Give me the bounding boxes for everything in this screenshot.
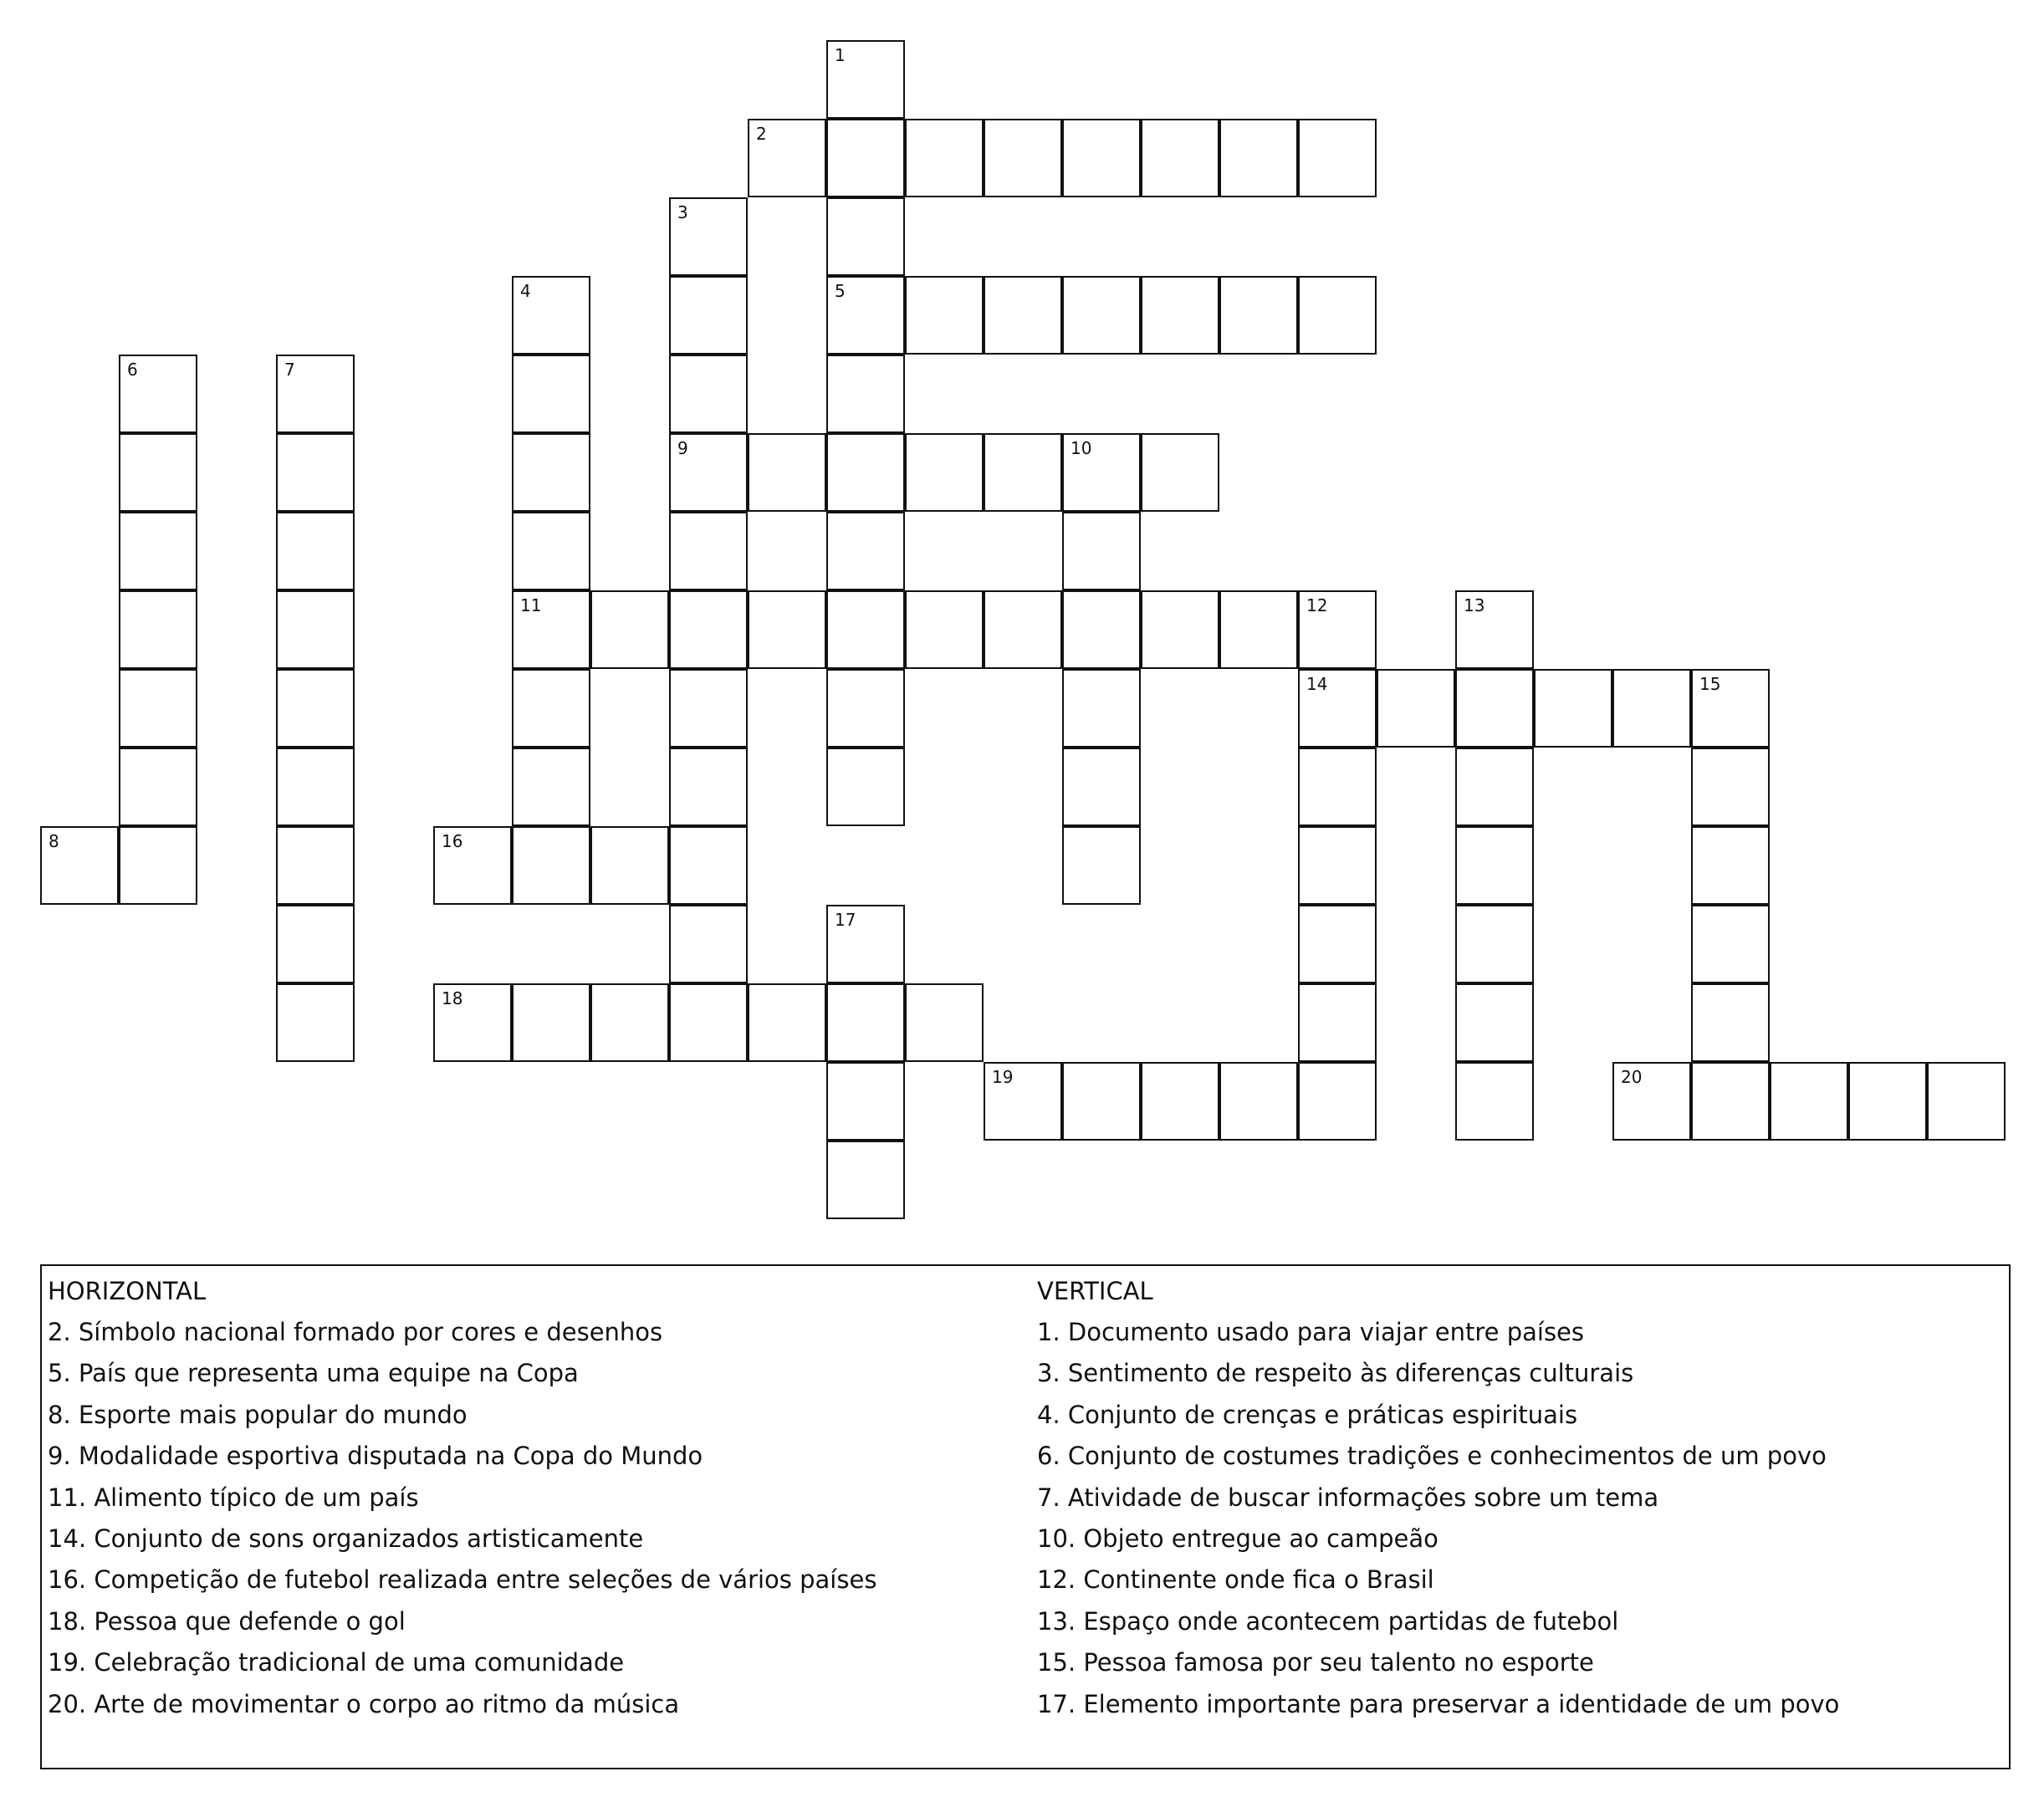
clue-number: 16 xyxy=(442,831,463,851)
crossword-cell[interactable] xyxy=(1062,512,1141,590)
clue-h: 11. Alimento típico de um país xyxy=(48,1483,419,1512)
crossword-cell[interactable] xyxy=(669,512,748,590)
crossword-cell[interactable] xyxy=(826,748,905,826)
crossword-cell[interactable] xyxy=(1141,119,1219,197)
crossword-cell[interactable] xyxy=(1455,905,1534,983)
crossword-cell[interactable] xyxy=(1848,1062,1927,1141)
crossword-cell[interactable] xyxy=(1062,826,1141,905)
crossword-cell[interactable] xyxy=(512,669,590,748)
clue-v: 1. Documento usado para viajar entre países xyxy=(1037,1318,1585,1346)
crossword-cell[interactable] xyxy=(826,40,905,119)
crossword-cell[interactable] xyxy=(1455,748,1534,826)
clue-v: 4. Conjunto de crenças e práticas espirituais xyxy=(1037,1400,1578,1429)
crossword-cell[interactable] xyxy=(512,590,590,669)
crossword-cell[interactable] xyxy=(669,276,748,355)
crossword-cell[interactable] xyxy=(905,276,984,355)
clue-number: 17 xyxy=(835,910,856,930)
clue-number: 20 xyxy=(1621,1067,1643,1087)
crossword-cell[interactable] xyxy=(1455,826,1534,905)
crossword-cell[interactable] xyxy=(984,590,1062,669)
vertical-clues xyxy=(1037,1278,1839,1732)
crossword-cell[interactable] xyxy=(1298,590,1377,669)
crossword-cell[interactable] xyxy=(826,276,905,355)
horizontal-title: HORIZONTAL xyxy=(48,1277,207,1305)
crossword-cell[interactable] xyxy=(1691,1062,1770,1141)
crossword-cell[interactable] xyxy=(276,433,355,512)
crossword-cell[interactable] xyxy=(119,590,197,669)
clue-v: 15. Pessoa famosa por seu talento no esporte xyxy=(1037,1648,1594,1677)
crossword-cell[interactable] xyxy=(826,433,905,512)
crossword-cell[interactable] xyxy=(669,748,748,826)
crossword-cell[interactable] xyxy=(590,590,669,669)
crossword-cell[interactable] xyxy=(590,983,669,1062)
crossword-cell[interactable] xyxy=(1534,669,1612,748)
crossword-cell[interactable] xyxy=(1691,748,1770,826)
crossword-cell[interactable] xyxy=(1612,1062,1691,1141)
crossword-cell[interactable] xyxy=(1141,276,1219,355)
clue-h: 20. Arte de movimentar o corpo ao ritmo da música xyxy=(48,1689,680,1718)
crossword-cell[interactable] xyxy=(1298,905,1377,983)
clue-v: 13. Espaço onde acontecem partidas de futebol xyxy=(1037,1606,1619,1636)
crossword-cell[interactable] xyxy=(826,590,905,669)
crossword-cell[interactable] xyxy=(1298,669,1377,748)
crossword-cell[interactable] xyxy=(1298,748,1377,826)
crossword-cell[interactable] xyxy=(276,905,355,983)
horizontal-clues xyxy=(48,1278,876,1732)
crossword-cell[interactable] xyxy=(512,355,590,433)
clue-v: 6. Conjunto de costumes tradições e conhecimentos de um povo xyxy=(1037,1442,1827,1471)
crossword-cell[interactable] xyxy=(905,590,984,669)
crossword-cell[interactable] xyxy=(512,826,590,905)
clue-h: 14. Conjunto de sons organizados artisticamente xyxy=(48,1524,644,1553)
crossword-cell[interactable] xyxy=(826,119,905,197)
crossword-cell[interactable] xyxy=(512,433,590,512)
crossword-cell[interactable] xyxy=(748,433,826,512)
clue-number: 12 xyxy=(1306,595,1328,615)
crossword-cell[interactable] xyxy=(984,433,1062,512)
crossword-cell[interactable] xyxy=(1141,590,1219,669)
crossword-cell[interactable] xyxy=(826,983,905,1062)
clue-h: 2. Símbolo nacional formado por cores e desenhos xyxy=(48,1318,663,1346)
crossword-cell[interactable] xyxy=(1141,433,1219,512)
vertical-title: VERTICAL xyxy=(1037,1277,1153,1305)
crossword-cell[interactable] xyxy=(1691,983,1770,1062)
crossword-cell[interactable] xyxy=(748,119,826,197)
clue-number: 9 xyxy=(677,438,688,458)
crossword-cell[interactable] xyxy=(984,119,1062,197)
crossword-cell[interactable] xyxy=(119,748,197,826)
crossword-cell[interactable] xyxy=(1062,119,1141,197)
clue-h: 16. Competição de futebol realizada entre seleções de vários países xyxy=(48,1565,877,1595)
clue-number: 13 xyxy=(1464,595,1485,615)
crossword-cell[interactable] xyxy=(276,669,355,748)
crossword-cell[interactable] xyxy=(1219,119,1298,197)
crossword-cell[interactable] xyxy=(1377,669,1455,748)
crossword-cell[interactable] xyxy=(1927,1062,2006,1141)
crossword-cell[interactable] xyxy=(1141,1062,1219,1141)
crossword-cell[interactable] xyxy=(984,276,1062,355)
crossword-cell[interactable] xyxy=(119,355,197,433)
clue-number: 2 xyxy=(756,124,767,144)
crossword-cell[interactable] xyxy=(669,905,748,983)
crossword-cell[interactable] xyxy=(1062,1062,1141,1141)
crossword-cell[interactable] xyxy=(1298,983,1377,1062)
crossword-cell[interactable] xyxy=(1062,276,1141,355)
crossword-cell[interactable] xyxy=(826,197,905,276)
clue-h: 19. Celebração tradicional de uma comunidade xyxy=(48,1648,625,1677)
crossword-cell[interactable] xyxy=(590,826,669,905)
clue-h: 9. Modalidade esportiva disputada na Copa do Mundo xyxy=(48,1442,703,1471)
clue-number: 14 xyxy=(1306,674,1328,694)
crossword-cell[interactable] xyxy=(669,669,748,748)
crossword-cell[interactable] xyxy=(905,983,984,1062)
clue-number: 3 xyxy=(677,202,688,222)
clue-number: 7 xyxy=(284,360,295,380)
crossword-cell[interactable] xyxy=(512,748,590,826)
clue-v: 12. Continente onde fica o Brasil xyxy=(1037,1565,1434,1595)
clue-number: 8 xyxy=(49,831,59,851)
crossword-cell[interactable] xyxy=(905,433,984,512)
crossword-cell[interactable] xyxy=(512,276,590,355)
crossword-cell[interactable] xyxy=(1219,276,1298,355)
crossword-cell[interactable] xyxy=(748,590,826,669)
crossword-cell[interactable] xyxy=(276,512,355,590)
crossword-cell[interactable] xyxy=(276,748,355,826)
crossword-cell[interactable] xyxy=(748,983,826,1062)
crossword-cell[interactable] xyxy=(1062,669,1141,748)
clue-h: 8. Esporte mais popular do mundo xyxy=(48,1400,468,1429)
clue-number: 19 xyxy=(992,1067,1014,1087)
clue-number: 10 xyxy=(1071,438,1092,458)
crossword-cell[interactable] xyxy=(1691,669,1770,748)
crossword-cell[interactable] xyxy=(512,512,590,590)
crossword-cell[interactable] xyxy=(1455,1062,1534,1141)
crossword-cell[interactable] xyxy=(1770,1062,1848,1141)
clue-v: 7. Atividade de buscar informações sobre um tema xyxy=(1037,1483,1659,1512)
crossword-cell[interactable] xyxy=(1455,590,1534,669)
crossword-cell[interactable] xyxy=(826,1062,905,1141)
crossword-cell[interactable] xyxy=(669,590,748,669)
crossword-cell[interactable] xyxy=(1298,276,1377,355)
crossword-cell[interactable] xyxy=(1062,433,1141,512)
crossword-cell[interactable] xyxy=(669,355,748,433)
crossword-cell[interactable] xyxy=(669,433,748,512)
crossword-cell[interactable] xyxy=(512,983,590,1062)
clue-v: 17. Elemento importante para preservar a identidade de um povo xyxy=(1037,1689,1840,1718)
crossword-cell[interactable] xyxy=(1062,748,1141,826)
crossword-cell[interactable] xyxy=(905,119,984,197)
crossword-cell[interactable] xyxy=(826,512,905,590)
clue-number: 5 xyxy=(835,281,846,301)
crossword-cell[interactable] xyxy=(1691,905,1770,983)
crossword-cell[interactable] xyxy=(433,983,512,1062)
clue-number: 18 xyxy=(442,988,463,1008)
clue-v: 3. Sentimento de respeito às diferenças culturais xyxy=(1037,1359,1634,1388)
crossword-cell[interactable] xyxy=(276,590,355,669)
clue-number: 15 xyxy=(1699,674,1721,694)
crossword-cell[interactable] xyxy=(984,1062,1062,1141)
crossword-cell[interactable] xyxy=(40,826,119,905)
crossword-cell[interactable] xyxy=(119,512,197,590)
crossword-cell[interactable] xyxy=(1691,826,1770,905)
crossword-cell[interactable] xyxy=(119,826,197,905)
crossword-cell[interactable] xyxy=(276,355,355,433)
crossword-cell[interactable] xyxy=(826,355,905,433)
crossword-cell[interactable] xyxy=(1219,1062,1298,1141)
crossword-cell[interactable] xyxy=(1062,590,1141,669)
crossword-cell[interactable] xyxy=(119,669,197,748)
crossword-cell[interactable] xyxy=(669,826,748,905)
crossword-cell[interactable] xyxy=(276,983,355,1062)
crossword-cell[interactable] xyxy=(669,983,748,1062)
crossword-cell[interactable] xyxy=(669,197,748,276)
clues-box xyxy=(40,1264,2011,1769)
crossword-cell[interactable] xyxy=(1298,826,1377,905)
crossword-cell[interactable] xyxy=(276,826,355,905)
crossword-cell[interactable] xyxy=(1298,1062,1377,1141)
clue-number: 11 xyxy=(520,595,542,615)
crossword-cell[interactable] xyxy=(1612,669,1691,748)
crossword-cell[interactable] xyxy=(433,826,512,905)
crossword-cell[interactable] xyxy=(119,433,197,512)
crossword-cell[interactable] xyxy=(826,905,905,983)
clue-h: 5. País que representa uma equipe na Copa xyxy=(48,1359,579,1388)
crossword-cell[interactable] xyxy=(826,1141,905,1219)
crossword-cell[interactable] xyxy=(1455,669,1534,748)
crossword-cell[interactable] xyxy=(1219,590,1298,669)
crossword-cell[interactable] xyxy=(826,669,905,748)
crossword-cell[interactable] xyxy=(1455,983,1534,1062)
clue-v: 10. Objeto entregue ao campeão xyxy=(1037,1524,1438,1553)
clue-number: 4 xyxy=(520,281,531,301)
clue-number: 6 xyxy=(127,360,138,380)
clue-number: 1 xyxy=(835,45,846,65)
crossword-cell[interactable] xyxy=(1298,119,1377,197)
clue-h: 18. Pessoa que defende o gol xyxy=(48,1606,406,1636)
